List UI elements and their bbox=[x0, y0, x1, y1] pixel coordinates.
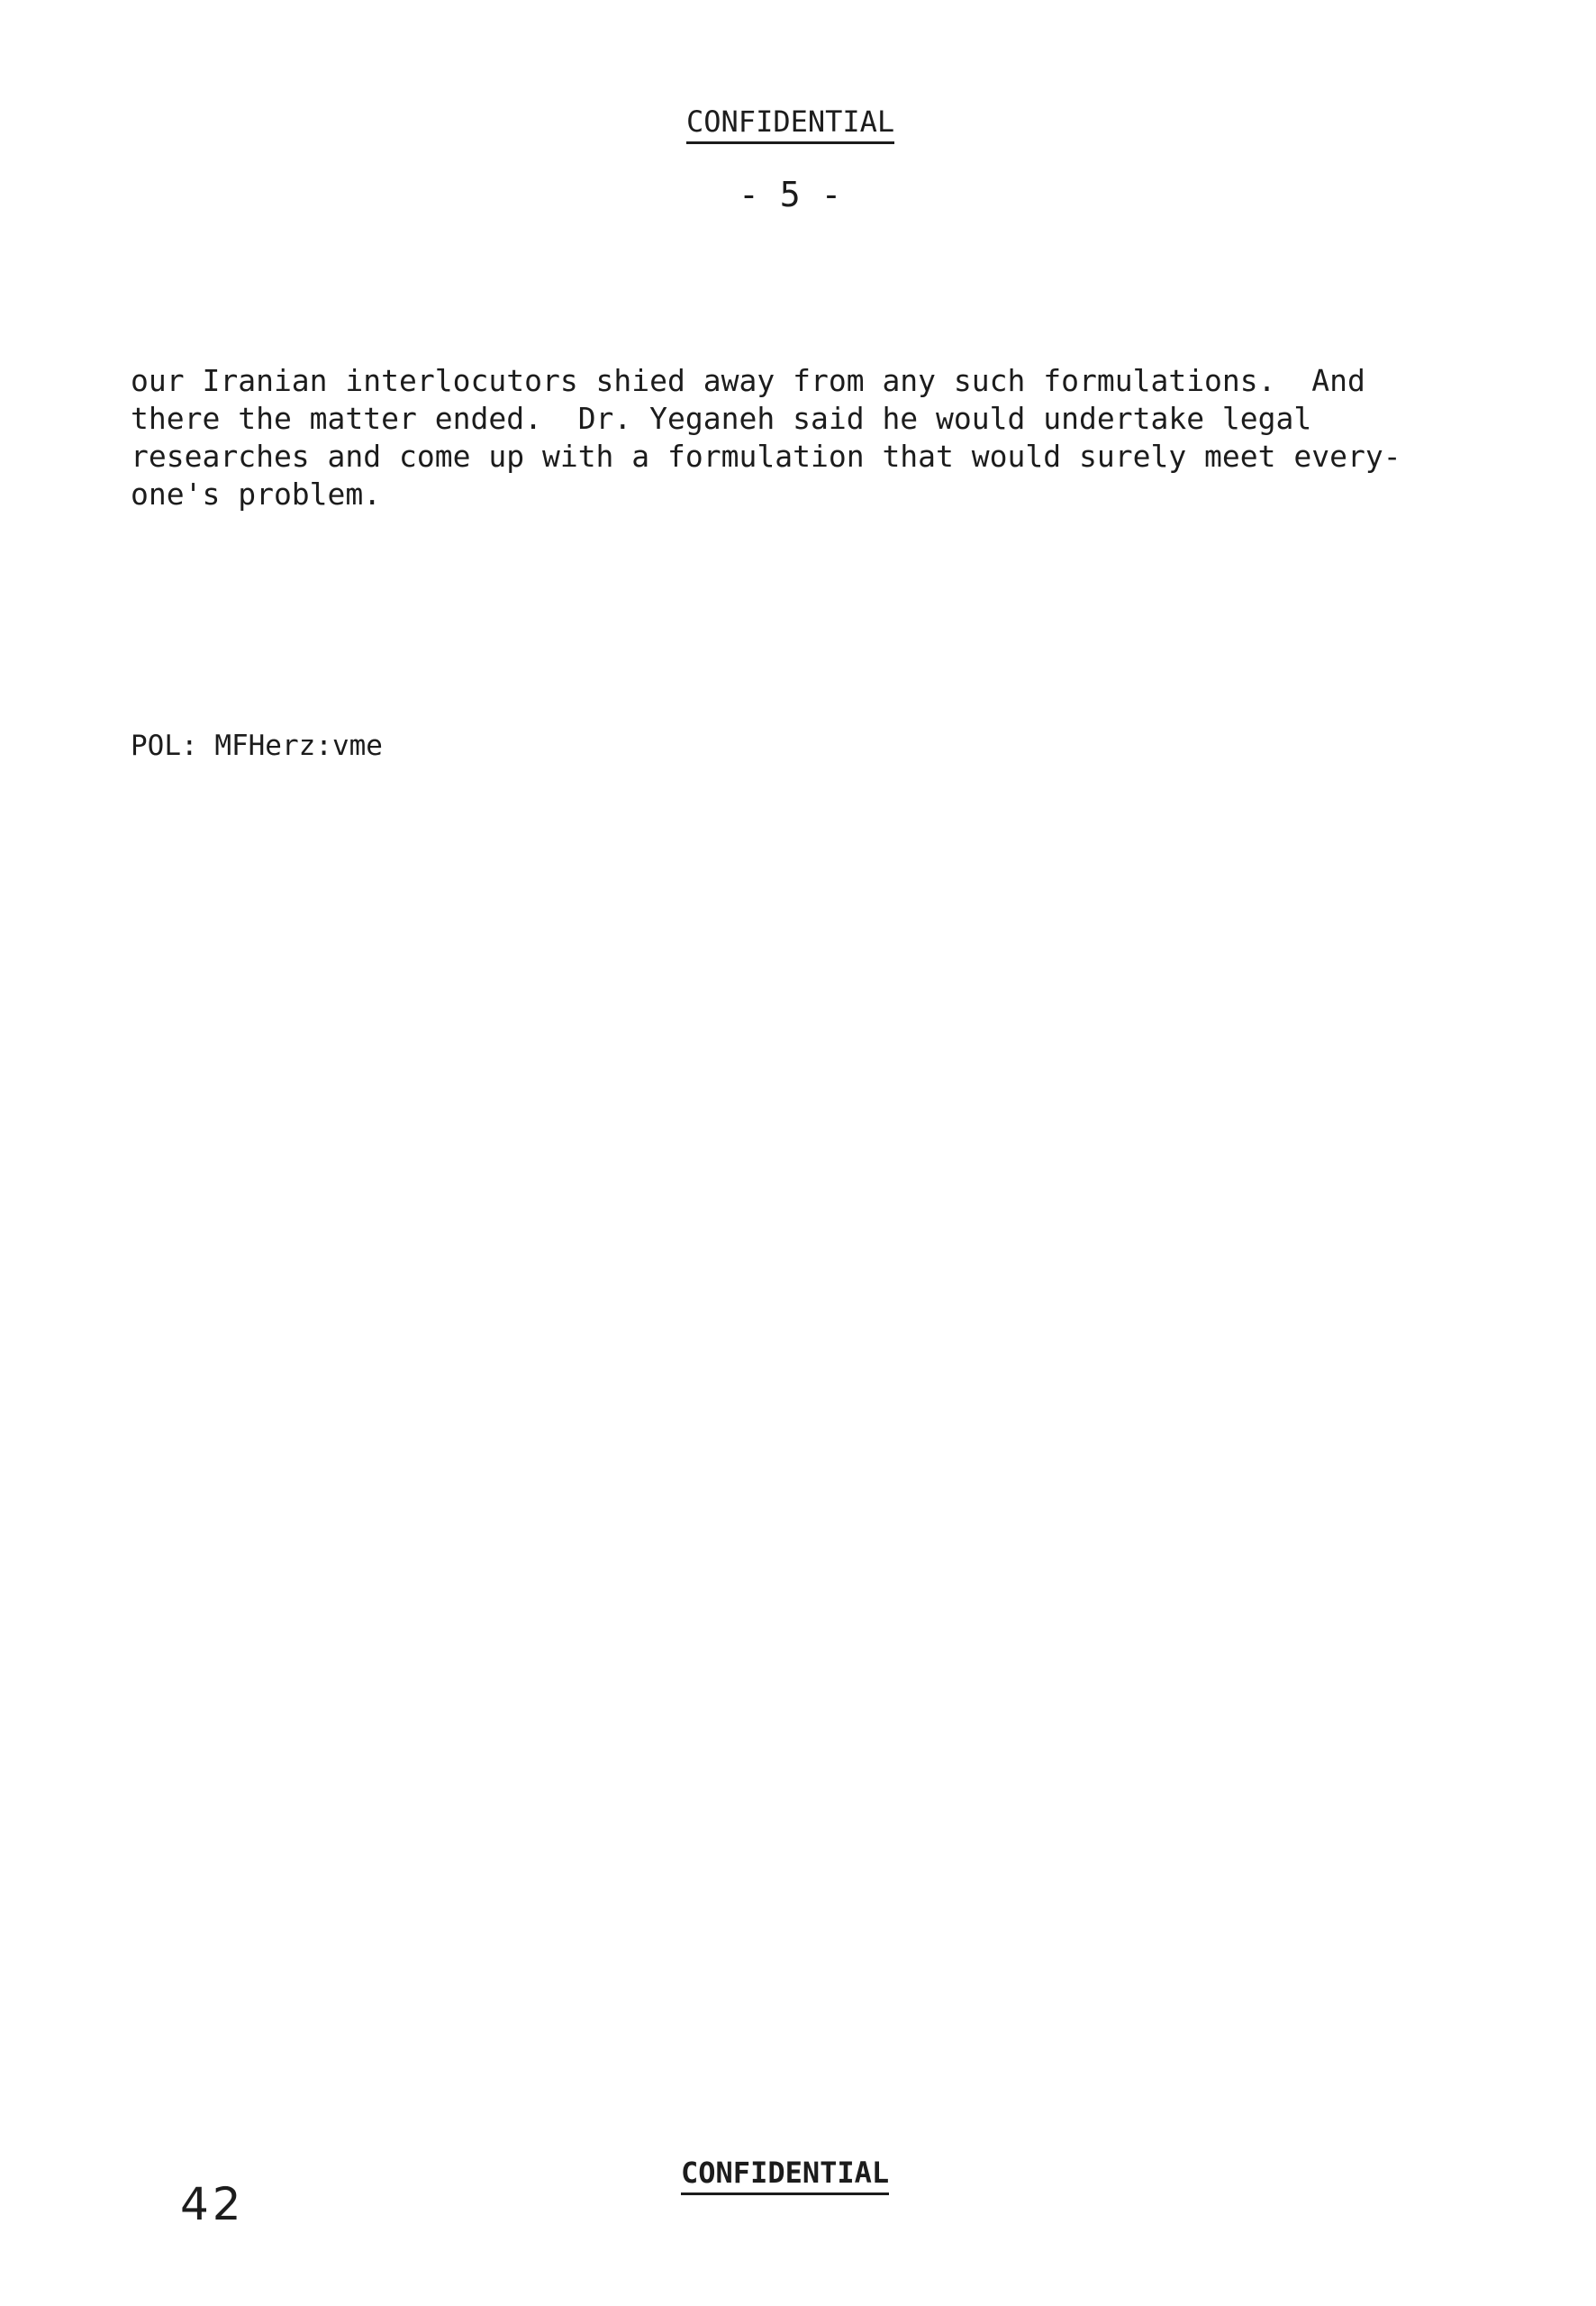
archive-page-number: 42 bbox=[180, 2178, 245, 2230]
body-line: one's problem. bbox=[131, 477, 382, 512]
body-paragraph bbox=[131, 362, 1464, 513]
body-line: researches and come up with a formulation that would surely meet every- bbox=[131, 439, 1401, 474]
header-classification-marking: CONFIDENTIAL bbox=[686, 106, 894, 144]
footer-classification-marking: CONFIDENTIAL bbox=[681, 2157, 889, 2195]
drafter-reference-line: POL: MFHerz:vme bbox=[131, 730, 383, 762]
body-line: there the matter ended. Dr. Yeganeh said he would undertake legal bbox=[131, 401, 1312, 436]
page-number: - 5 - bbox=[739, 175, 842, 214]
body-line: our Iranian interlocutors shied away from any such formulations. And bbox=[131, 363, 1365, 398]
